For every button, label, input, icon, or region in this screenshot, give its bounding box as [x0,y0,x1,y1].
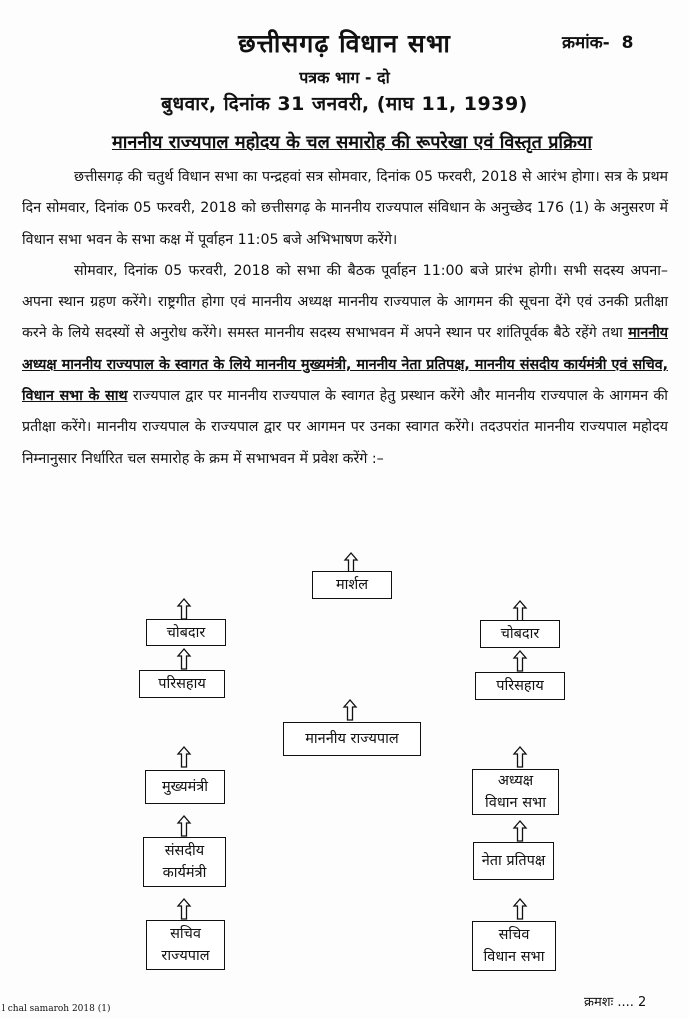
box-leader-opposition: नेता प्रतिपक्ष [473,842,554,880]
document-title: छत्तीसगढ़ विधान सभा [238,29,451,58]
up-arrow-icon [512,650,528,672]
serial-label: क्रमांक- [562,33,610,53]
bulletin-part: पत्रक भाग - दो [299,68,390,87]
up-arrow-icon [512,746,528,768]
up-arrow-icon [176,598,192,620]
box-speaker: अध्यक्ष विधान सभा [472,769,559,815]
box-chobdar-right: चोबदार [480,620,560,648]
up-arrow-icon [176,815,192,837]
box-marshal: मार्शल [312,571,392,599]
box-parisahay-left: परिसहाय [139,670,225,698]
up-arrow-icon [176,746,192,768]
body-text [22,162,668,475]
up-arrow-icon [512,820,528,842]
box-secretary-governor: सचिव राज्यपाल [146,920,225,970]
up-arrow-icon [176,648,192,670]
box-chobdar-left: चोबदार [146,619,226,646]
footer-file-name: l chal samaroh 2018 (1) [2,1004,111,1014]
box-chief-minister: मुख्यमंत्री [145,770,225,804]
serial-value: 8 [621,33,634,53]
paragraph-2-emphasis: माननीय अध्यक्ष माननीय राज्यपाल के स्वागत के लिये माननीय मुख्यमंत्री, माननीय नेता प्रतिपक्ष, माननीय संसदीय कार्यमंत्री एवं सचिव, विधान सभा के साथ [22,325,668,405]
bulletin-date: बुधवार, दिनांक 31 जनवरी, (माघ 11, 1939) [161,93,528,115]
paragraph-2-part-a: सोमवार, दिनांक 05 फरवरी, 2018 को सभा की बैठक पूर्वाहन 11:00 बजे प्रारंभ होगी। सभी सदस्य अपना–अपना स्थान ग्रहण करेंगे। राष्ट्रगीत होगा एवं माननीय अध्यक्ष माननीय राज्यपाल के आगमन की सूचना देंगे एवं उनकी प्रतीक्षा करने के लिये सदस्यों से अनुरोध करेंगे। समस्त माननीय सदस्य सभाभवन में अपने स्थान पर शांतिपूर्वक बैठे रहेंगे तथा [22,262,668,342]
paragraph-2-part-c: राज्यपाल द्वार पर माननीय राज्यपाल के स्वागत हेतु प्रस्थान करेंगे और माननीय राज्यपाल के आगमन की प्रतीक्षा करेंगे। माननीय राज्यपाल के राज्यपाल द्वार पर आगमन पर उनका स्वागत करेंगे। तदउपरांत माननीय राज्यपाल महोदय निम्नानुसार निर्धारित चल समारोह के क्रम में सभाभवन में प्रवेश करेंगे :– [22,388,668,467]
box-parisahay-right: परिसहाय [475,672,565,700]
section-heading: माननीय राज्यपाल महोदय के चल समारोह की रूपरेखा एवं विस्तृत प्रक्रिया [111,132,593,153]
box-governor: माननीय राज्यपाल [283,722,421,756]
serial-number [562,30,633,53]
box-secretary-assembly: सचिव विधान सभा [472,921,556,971]
paragraph-2 [22,256,668,475]
up-arrow-icon [342,699,358,721]
up-arrow-icon [512,600,528,622]
footer-continued: क्रमशः .... 2 [584,995,647,1010]
box-parliamentary-minister: संसदीय कार्यमंत्री [143,837,226,887]
up-arrow-icon [176,898,192,920]
paragraph-1: छत्तीसगढ़ की चतुर्थ विधान सभा का पन्द्रहवां सत्र सोमवार, दिनांक 05 फरवरी, 2018 से आरंभ होगा। सत्र के प्रथम दिन सोमवार, दिनांक 05 फरवरी, 2018 को छत्तीसगढ़ के माननीय राज्यपाल संविधान के अनुच्छेद 176 (1) के अनुसरण में विधान सभा भवन के सभा कक्ष में पूर्वाहन 11:05 बजे अभिभाषण करेंगे। [22,169,668,248]
up-arrow-icon [512,898,528,920]
